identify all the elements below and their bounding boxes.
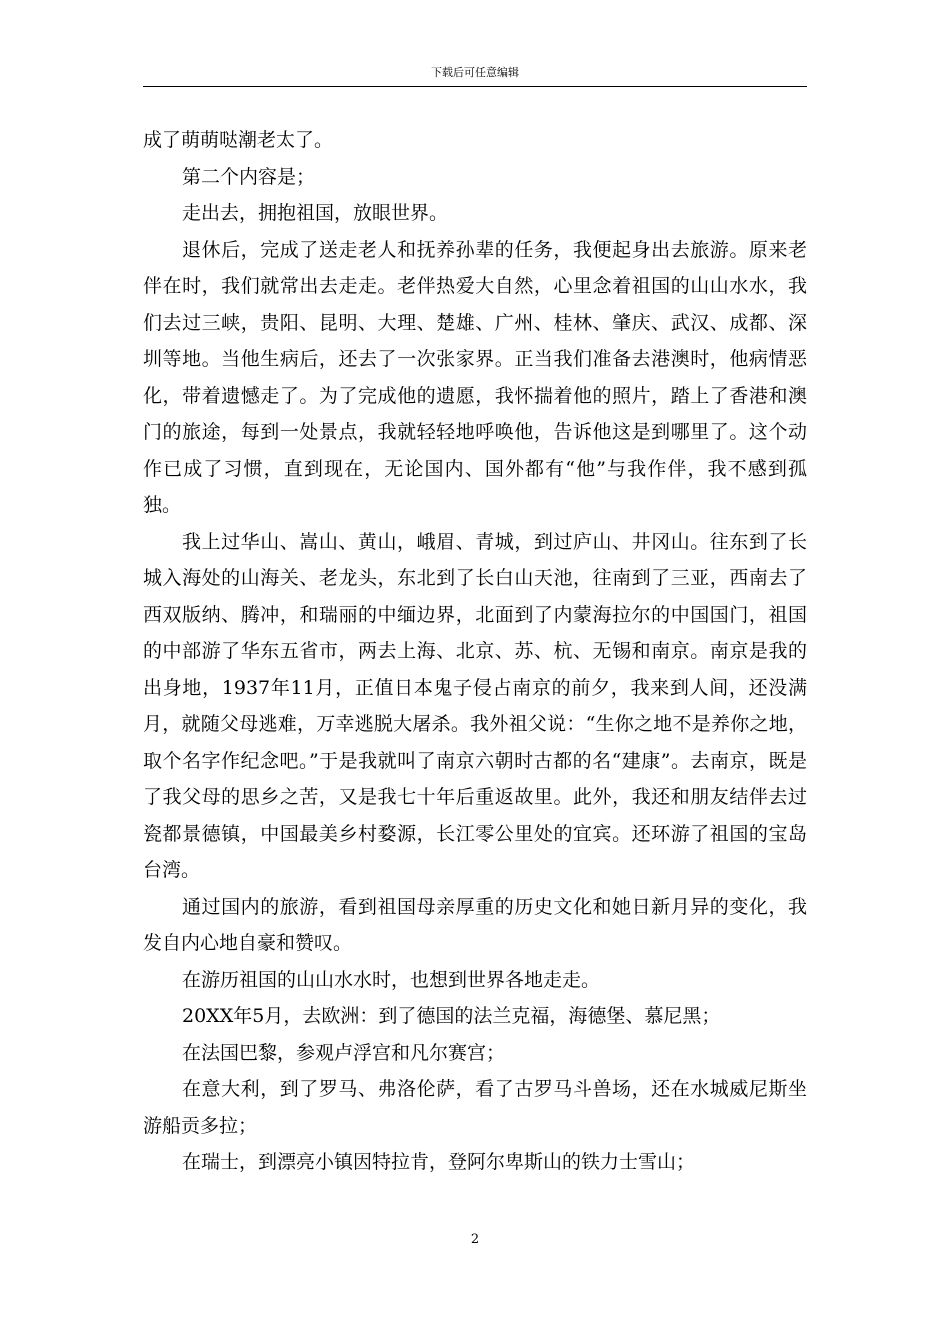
paragraph: 在游历祖国的山山水水时，也想到世界各地走走。	[182, 968, 601, 991]
paragraph: 在法国巴黎，参观卢浮宫和凡尔赛宫；	[182, 1041, 506, 1064]
paragraph: 退休后，完成了送走老人和抚养孙辈的任务，我便起身出去旅游。原来老伴在时，我们就常出去走走。老伴热爱大自然，心里念着祖国的山山水水，我们去过三峡，贵阳、昆明、大理、楚雄、广州、桂林、肇庆、武汉、成都、深圳等地。当他生病后，还去了一次张家界。正当我们准备去港澳时，他病情恶化，带着遗憾走了。为了完成他的遗愿，我怀揣着他的照片，踏上了香港和澳门的旅途，每到一处景点，我就轻轻地呼唤他，告诉他这是到哪里了。这个动作已成了习惯，直到现在，无论国内、国外都有“他”与我作伴，我不感到孤独。	[143, 238, 807, 516]
paragraph: 20XX年5月，去欧洲：到了德国的法兰克福，海德堡、慕尼黑；	[182, 1005, 721, 1027]
paragraph: 通过国内的旅游，看到祖国母亲厚重的历史文化和她日新月异的变化，我发自内心地自豪和赞叹。	[143, 895, 807, 954]
header-divider	[143, 86, 807, 87]
paragraph: 成了萌萌哒潮老太了。	[143, 129, 334, 151]
paragraph: 走出去，拥抱祖国，放眼世界。	[182, 202, 449, 224]
paragraph: 第二个内容是；	[182, 165, 316, 188]
page-header: 下载后可任意编辑	[431, 66, 519, 79]
paragraph: 在意大利，到了罗马、弗洛伦萨，看了古罗马斗兽场，还在水城威尼斯坐游船贡多拉；	[143, 1078, 807, 1137]
page-number: 2	[470, 1232, 480, 1247]
document-body	[143, 122, 807, 1181]
paragraph: 我上过华山、嵩山、黄山，峨眉、青城，到过庐山、井冈山。往东到了长城入海处的山海关、老龙头，东北到了长白山天池，往南到了三亚，西南去了西双版纳、腾冲，和瑞丽的中缅边界，北面到了内蒙海拉尔的中国国门，祖国的中部游了华东五省市，两去上海、北京、苏、杭、无锡和南京。南京是我的出身地，1937年11月，正值日本鬼子侵占南京的前夕，我来到人间，还没满月，就随父母逃难，万幸逃脱大屠杀。我外祖父说：“生你之地不是养你之地，取个名字作纪念吧。”于是我就叫了南京六朝时古都的名“建康”。去南京，既是了我父母的思乡之苦，又是我七十年后重返故里。此外，我还和朋友结伴去过瓷都景德镇，中国最美乡村婺源，长江零公里处的宜宾。还环游了祖国的宝岛台湾。	[143, 530, 807, 881]
paragraph: 在瑞士，到漂亮小镇因特拉肯，登阿尔卑斯山的铁力士雪山；	[182, 1151, 696, 1173]
